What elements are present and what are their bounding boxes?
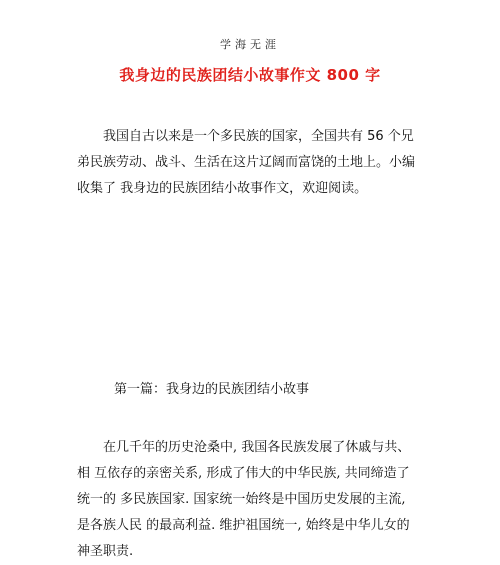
header-label: 学海无涯 <box>220 38 280 51</box>
section-heading-text: 第一篇：我身边的民族团结小故事 <box>114 382 310 397</box>
body-text: 在几千年的历史沧桑中, 我国各民族发展了休戚与共、相 互依存的亲密关系, 形成了伟大的中华民族, 共同缔造了统一的 多民族国家. 国家统一始终是中国历史发展的主流, 是各族人民 的最高利益. 维护祖国统一, 始终是中华儿女的神圣职责. <box>77 440 411 559</box>
section-heading <box>114 378 309 397</box>
intro-text: 我国自古以来是一个多民族的国家，全国共有 56 个兄弟民族劳动、战斗、生活在这片辽阔而富饶的土地上。小编收集了 我身边的民族团结小故事作文，欢迎阅读。 <box>77 129 416 196</box>
page-header <box>0 36 500 52</box>
body-paragraph <box>77 435 417 565</box>
document-title <box>0 64 500 85</box>
intro-paragraph <box>77 124 417 202</box>
document-title-text: 我身边的民族团结小故事作文 800 字 <box>119 66 381 84</box>
